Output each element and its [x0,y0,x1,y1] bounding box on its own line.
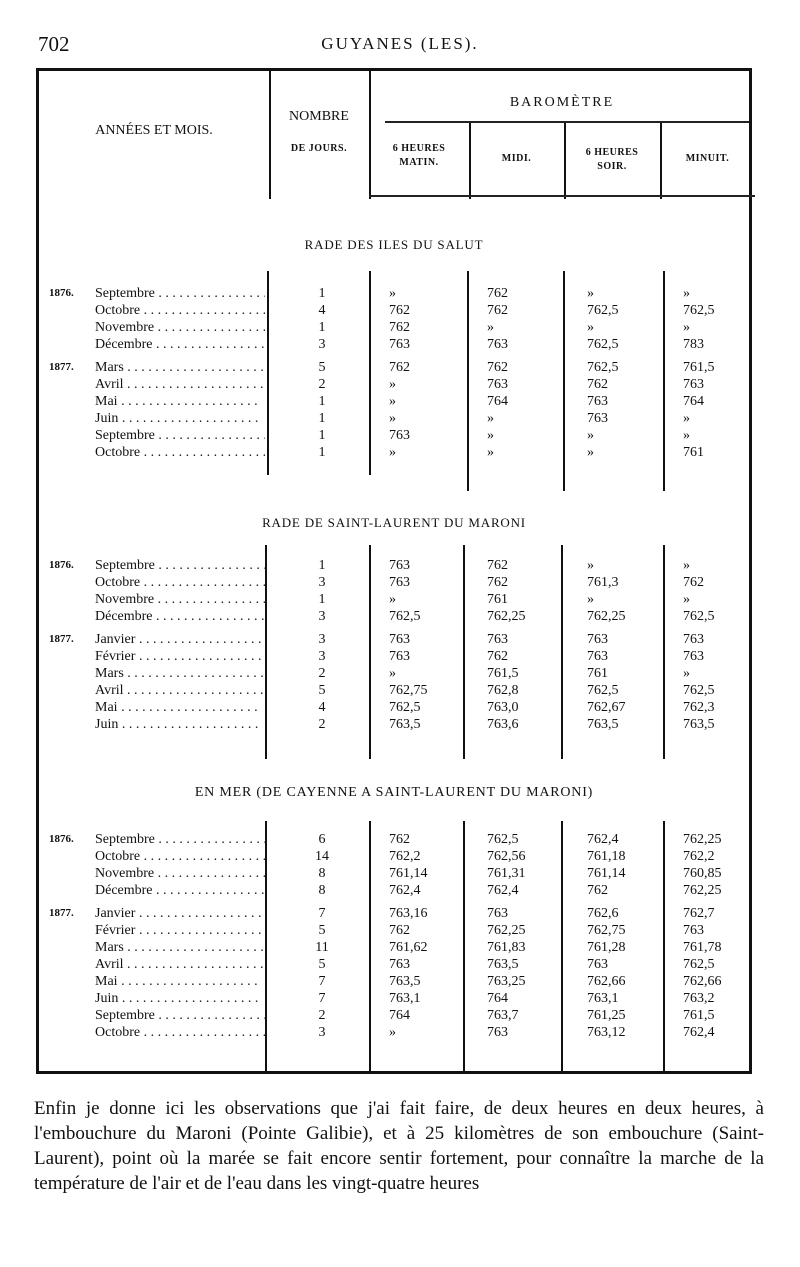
midi-cell: » [487,445,494,460]
header-midi: MIDI. [501,153,532,164]
days-cell: 1 [318,286,326,301]
minuit-cell: 762,25 [683,883,722,898]
days-cell: 2 [318,377,326,392]
six-matin-cell: 763 [389,428,410,443]
six-matin-cell: 762,4 [389,883,421,898]
section-title: RADE DE SAINT-LAURENT DU MARONI [262,515,526,530]
table-row [39,865,749,882]
midi-cell: 761 [487,592,508,607]
month-cell: Novembre . . . [95,591,265,608]
six-soir-cell: 763 [587,957,608,972]
six-matin-cell: 762 [389,360,410,375]
six-matin-cell: » [389,377,396,392]
six-matin-cell: » [389,286,396,301]
days-cell: 1 [318,445,326,460]
minuit-cell: » [683,592,690,607]
header-6h-soir-1: 6 HEURES [585,147,639,158]
month-cell: Décembre . . . [95,336,265,353]
header-divider [369,71,371,199]
minuit-cell: 783 [683,337,704,352]
six-matin-cell: 763 [389,632,410,647]
days-cell: 2 [318,717,326,732]
six-soir-cell: 762,25 [587,609,626,624]
month-cell: Mai . . . [95,699,265,716]
six-soir-cell: 762,4 [587,832,619,847]
six-matin-cell: 763 [389,957,410,972]
six-matin-cell: 763 [389,575,410,590]
days-cell: 5 [318,360,326,375]
six-matin-cell: » [389,666,396,681]
days-cell: 1 [318,320,326,335]
table-row [39,882,749,899]
six-soir-cell: 762,5 [587,337,619,352]
six-matin-cell: 763 [389,558,410,573]
days-cell: 7 [318,974,326,989]
month-cell: Juin . . . [95,716,265,733]
page-header [32,30,768,60]
header-6h-matin-1: 6 HEURES [392,143,446,154]
table-row [39,410,749,427]
minuit-cell: 763,5 [683,717,715,732]
six-matin-cell: 762,75 [389,683,428,698]
midi-cell: » [487,428,494,443]
six-soir-cell: » [587,320,594,335]
midi-cell: 762 [487,649,508,664]
six-soir-cell: 763,12 [587,1025,626,1040]
days-cell: 3 [318,337,326,352]
table-row [39,665,749,682]
minuit-cell: 761,5 [683,1008,715,1023]
minuit-cell: 762,2 [683,849,715,864]
six-matin-cell: 762,5 [389,700,421,715]
month-cell: Mai . . . [95,973,265,990]
header-de-jours: DE JOURS. [290,143,348,154]
six-soir-cell: 762,6 [587,906,619,921]
six-soir-cell: 762,5 [587,683,619,698]
table-row [39,699,749,716]
table-row [39,574,749,591]
days-cell: 4 [318,303,326,318]
minuit-cell: 763 [683,632,704,647]
table-row [39,939,749,956]
midi-cell: 763 [487,906,508,921]
month-cell: Octobre . . . [95,444,265,461]
six-matin-cell: 762 [389,303,410,318]
six-matin-cell: 762,2 [389,849,421,864]
page-number: 702 [38,32,70,56]
running-title: GUYANES (LES). [321,34,479,53]
six-soir-cell: 762,5 [587,360,619,375]
minuit-cell: 763 [683,377,704,392]
days-cell: 6 [318,832,326,847]
table-row [39,1024,749,1041]
midi-cell: 762 [487,360,508,375]
midi-cell: 762,8 [487,683,519,698]
month-cell: Mars . . . [95,665,265,682]
midi-cell: 763,5 [487,957,519,972]
table-row [39,608,749,625]
six-matin-cell: » [389,592,396,607]
six-matin-cell: 762 [389,832,410,847]
month-cell: Mai . . . [95,393,265,410]
minuit-cell: 761,5 [683,360,715,375]
table-row [39,302,749,319]
six-soir-cell: 763 [587,394,608,409]
six-matin-cell: » [389,411,396,426]
minuit-cell: 761,78 [683,940,722,955]
days-cell: 5 [318,957,326,972]
six-soir-cell: 761 [587,666,608,681]
year-cell: 1876. [49,833,74,845]
month-cell: Avril . . . [95,956,265,973]
midi-cell: 763 [487,337,508,352]
header-bottom-rule [369,195,755,197]
days-cell: 8 [318,883,326,898]
table-row [39,922,749,939]
table-row [39,319,749,336]
days-cell: 8 [318,866,326,881]
table-row [39,956,749,973]
six-soir-cell: » [587,558,594,573]
month-cell: Avril . . . [95,376,265,393]
days-cell: 1 [318,558,326,573]
body-paragraph: Enfin je donne ici les observations que j'ai fait faire, de deux heures en deux heures, à l'embouchure du Maroni (Pointe Galibie), et à 25 kilomètres de son embouchure (Saint-Laurent), point où la marée se fait encore sentir fortement, pour connaître la marche de la température de l'air et de l'eau dans les vingt-quatre heures [34,1098,764,1194]
year-cell: 1876. [49,287,74,299]
month-cell: Avril . . . [95,682,265,699]
days-cell: 1 [318,394,326,409]
header-6h-soir-2: SOIR. [597,161,627,172]
midi-cell: 763,25 [487,974,526,989]
six-matin-cell: 762,5 [389,609,421,624]
six-soir-cell: 763 [587,411,608,426]
minuit-cell: 763 [683,649,704,664]
six-soir-cell: 762,75 [587,923,626,938]
six-soir-cell: 761,28 [587,940,626,955]
days-cell: 1 [318,592,326,607]
midi-cell: 764 [487,394,508,409]
six-matin-cell: » [389,445,396,460]
midi-cell: » [487,320,494,335]
midi-cell: 762,56 [487,849,526,864]
minuit-cell: 762,66 [683,974,722,989]
year-cell: 1877. [49,633,74,645]
table-row [39,557,749,574]
minuit-cell: » [683,320,690,335]
six-matin-cell: 763 [389,649,410,664]
six-soir-cell: 762 [587,883,608,898]
six-soir-cell: 762,66 [587,974,626,989]
month-cell: Octobre . . . [95,1024,265,1041]
days-cell: 5 [318,923,326,938]
six-soir-cell: 761,14 [587,866,626,881]
minuit-cell: » [683,666,690,681]
six-soir-cell: 761,25 [587,1008,626,1023]
table-row [39,831,749,848]
six-soir-cell: 763,5 [587,717,619,732]
month-cell: Décembre . . . [95,882,265,899]
six-matin-cell: 763 [389,337,410,352]
midi-cell: 762,5 [487,832,519,847]
midi-cell: 762,25 [487,923,526,938]
six-soir-cell: 761,3 [587,575,619,590]
six-matin-cell: 764 [389,1008,410,1023]
header-nombre: NOMBRE [289,109,349,124]
six-soir-cell: 761,18 [587,849,626,864]
minuit-cell: » [683,558,690,573]
six-matin-cell: 763,5 [389,974,421,989]
midi-cell: 763,6 [487,717,519,732]
days-cell: 11 [315,940,329,955]
days-cell: 2 [318,1008,326,1023]
midi-cell: 763 [487,632,508,647]
midi-cell: 761,5 [487,666,519,681]
midi-cell: 761,31 [487,866,526,881]
six-soir-cell: » [587,428,594,443]
minuit-cell: 762,7 [683,906,715,921]
table-row [39,973,749,990]
midi-cell: 764 [487,991,508,1006]
days-cell: 7 [318,991,326,1006]
month-cell: Novembre . . . [95,319,265,336]
six-matin-cell: 761,14 [389,866,428,881]
table-row [39,444,749,461]
table-row [39,376,749,393]
midi-cell: 763,0 [487,700,519,715]
table-row [39,631,749,648]
six-matin-cell: 762 [389,320,410,335]
header-minuit: MINUIT. [685,153,730,164]
days-cell: 3 [318,609,326,624]
table-row [39,990,749,1007]
month-cell: Septembre . . . [95,831,265,848]
year-cell: 1877. [49,907,74,919]
section-title: EN MER (DE CAYENNE A SAINT-LAURENT DU MARONI) [194,785,594,800]
header-divider [269,71,271,199]
minuit-cell: 762,4 [683,1025,715,1040]
month-cell: Octobre . . . [95,302,265,319]
table-row [39,716,749,733]
six-soir-cell: 763 [587,632,608,647]
header-annees-mois: ANNÉES ET MOIS. [95,123,213,138]
minuit-cell: » [683,286,690,301]
month-cell: Mars . . . [95,359,265,376]
midi-cell: 762 [487,575,508,590]
table-row [39,848,749,865]
midi-cell: 763,7 [487,1008,519,1023]
days-cell: 3 [318,632,326,647]
midi-cell: » [487,411,494,426]
month-cell: Janvier . . . [95,905,265,922]
days-cell: 2 [318,666,326,681]
minuit-cell: 762,3 [683,700,715,715]
midi-cell: 763 [487,377,508,392]
six-matin-cell: 763,1 [389,991,421,1006]
year-cell: 1877. [49,361,74,373]
barometer-table [36,68,752,1074]
minuit-cell: 762,5 [683,303,715,318]
six-soir-cell: 763,1 [587,991,619,1006]
six-matin-cell: » [389,1025,396,1040]
minuit-cell: 762,25 [683,832,722,847]
month-cell: Juin . . . [95,990,265,1007]
days-cell: 7 [318,906,326,921]
month-cell: Septembre . . . [95,285,265,302]
month-cell: Mars . . . [95,939,265,956]
table-row [39,427,749,444]
section-title: RADE DES ILES DU SALUT [304,237,484,252]
minuit-cell: 762 [683,575,704,590]
six-soir-cell: » [587,445,594,460]
month-cell: Septembre . . . [95,1007,265,1024]
header-6h-matin-2: MATIN. [399,157,439,168]
midi-cell: 762,4 [487,883,519,898]
minuit-cell: » [683,411,690,426]
midi-cell: 762 [487,558,508,573]
days-cell: 3 [318,575,326,590]
minuit-cell: 762,5 [683,957,715,972]
month-cell: Décembre . . . [95,608,265,625]
table-row [39,682,749,699]
days-cell: 3 [318,649,326,664]
six-matin-cell: » [389,394,396,409]
month-cell: Janvier . . . [95,631,265,648]
six-matin-cell: 762 [389,923,410,938]
month-cell: Septembre . . . [95,557,265,574]
month-cell: Février . . . [95,922,265,939]
six-soir-cell: 763 [587,649,608,664]
table-row [39,648,749,665]
table-row [39,285,749,302]
year-cell: 1876. [49,559,74,571]
six-soir-cell: » [587,592,594,607]
minuit-cell: 762,5 [683,683,715,698]
six-matin-cell: 761,62 [389,940,428,955]
six-matin-cell: 763,16 [389,906,428,921]
days-cell: 1 [318,411,326,426]
table-row [39,393,749,410]
days-cell: 14 [315,849,329,864]
month-cell: Octobre . . . [95,848,265,865]
month-cell: Juin . . . [95,410,265,427]
midi-cell: 762 [487,286,508,301]
minuit-cell: 763 [683,923,704,938]
table-row [39,359,749,376]
barometre-rule [385,121,749,123]
midi-cell: 761,83 [487,940,526,955]
days-cell: 1 [318,428,326,443]
month-cell: Novembre . . . [95,865,265,882]
six-soir-cell: 762,67 [587,700,626,715]
table-row [39,336,749,353]
six-soir-cell: 762,5 [587,303,619,318]
days-cell: 3 [318,1025,326,1040]
six-matin-cell: 763,5 [389,717,421,732]
minuit-cell: 763,2 [683,991,715,1006]
header-barometre: BAROMÈTRE [509,95,615,110]
minuit-cell: 761 [683,445,704,460]
midi-cell: 762 [487,303,508,318]
midi-cell: 763 [487,1025,508,1040]
minuit-cell: 764 [683,394,704,409]
days-cell: 5 [318,683,326,698]
six-soir-cell: » [587,286,594,301]
midi-cell: 762,25 [487,609,526,624]
minuit-cell: » [683,428,690,443]
month-cell: Septembre . . . [95,427,265,444]
minuit-cell: 760,85 [683,866,722,881]
table-row [39,905,749,922]
days-cell: 4 [318,700,326,715]
month-cell: Février . . . [95,648,265,665]
table-row [39,591,749,608]
table-row [39,1007,749,1024]
six-soir-cell: 762 [587,377,608,392]
month-cell: Octobre . . . [95,574,265,591]
minuit-cell: 762,5 [683,609,715,624]
